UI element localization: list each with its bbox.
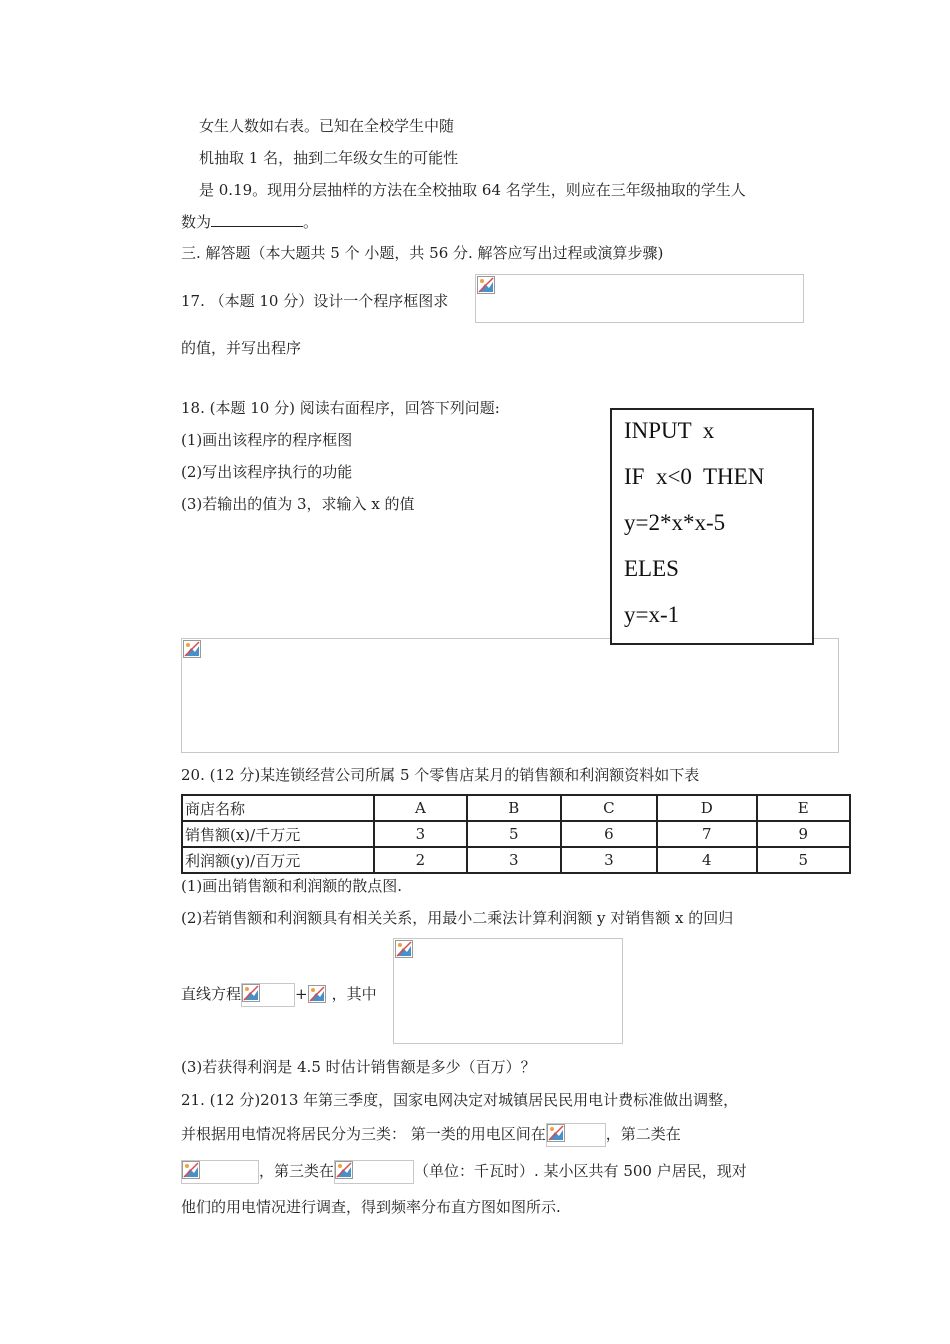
broken-image-icon bbox=[547, 1124, 565, 1142]
program-code-box bbox=[610, 408, 814, 645]
table-header-row bbox=[182, 795, 850, 821]
broken-image-icon bbox=[395, 940, 413, 958]
table-cell: 7 bbox=[657, 821, 756, 847]
q21-line-3 bbox=[181, 1158, 747, 1184]
q20-item-3: (3)若获得利润是 4.5 时估计销售额是多少（百万）？ bbox=[181, 1058, 536, 1076]
broken-image-icon bbox=[477, 276, 495, 294]
q20-item-1: (1)画出销售额和利润额的散点图. bbox=[181, 877, 403, 895]
q21-line-2-prefix: 并根据用电情况将居民分为三类： 第一类的用电区间在 bbox=[181, 1125, 546, 1143]
q21-line-3-middle: ，第三类在 bbox=[259, 1162, 335, 1180]
q16-line-3: 是 0.19。现用分层抽样的方法在全校抽取 64 名学生，则应在三年级抽取的学生人 bbox=[199, 181, 746, 199]
table-cell: 6 bbox=[561, 821, 657, 847]
code-line: y=2*x*x-5 bbox=[624, 510, 726, 535]
code-line: INPUT x bbox=[624, 418, 715, 443]
formula-image-placeholder bbox=[393, 938, 623, 1044]
q20-item-2b-prefix: 直线方程 bbox=[181, 985, 242, 1003]
q17-line-2: 的值，并写出程序 bbox=[181, 339, 302, 357]
question-image-placeholder bbox=[181, 638, 839, 753]
broken-image-icon bbox=[335, 1161, 353, 1179]
q18-item-1: (1)画出该程序的程序框图 bbox=[181, 431, 353, 449]
formula-image-placeholder bbox=[241, 983, 295, 1007]
q16-line-4-suffix: 。 bbox=[303, 213, 319, 231]
table-cell: B bbox=[467, 795, 561, 821]
formula-image-placeholder bbox=[308, 985, 326, 1005]
table-cell: 利润额(y)/百万元 bbox=[182, 847, 374, 873]
q21-line-2-suffix: ，第二类在 bbox=[605, 1125, 681, 1143]
broken-image-icon bbox=[182, 1161, 200, 1179]
table-cell: 3 bbox=[374, 821, 467, 847]
table-cell: 3 bbox=[467, 847, 561, 873]
code-line: ELES bbox=[624, 556, 679, 581]
formula-image-placeholder bbox=[546, 1123, 606, 1147]
table-cell: D bbox=[657, 795, 756, 821]
answer-blank bbox=[211, 212, 303, 227]
q20-item-2: (2)若销售额和利润额具有相关关系，用最小二乘法计算利润额 y 对销售额 x 的回归 bbox=[181, 909, 734, 927]
q16-line-1: 女生人数如右表。已知在全校学生中随 bbox=[199, 117, 455, 135]
q21-line-2 bbox=[181, 1121, 681, 1147]
table-cell: A bbox=[374, 795, 467, 821]
table-cell: 商店名称 bbox=[182, 795, 374, 821]
formula-image-placeholder bbox=[334, 1160, 414, 1184]
q21-line-1: 21. (12 分)2013 年第三季度，国家电网决定对城镇居民民用电计费标准做出调整， bbox=[181, 1091, 739, 1109]
table-cell: C bbox=[561, 795, 657, 821]
code-line: y=x-1 bbox=[624, 602, 680, 627]
table-cell: 5 bbox=[757, 847, 851, 873]
q20-item-2b-suffix: ，其中 bbox=[331, 985, 377, 1003]
q20-line-1: 20. (12 分)某连锁经营公司所属 5 个零售店某月的销售额和利润额资料如下表 bbox=[181, 766, 700, 784]
q18-line-1: 18. (本题 10 分) 阅读右面程序，回答下列问题: bbox=[181, 399, 500, 417]
q16-line-4-prefix: 数为 bbox=[181, 213, 212, 231]
table-cell: 9 bbox=[757, 821, 851, 847]
code-line: IF x<0 THEN bbox=[624, 464, 765, 489]
q16-line-2: 机抽取 1 名，抽到二年级女生的可能性 bbox=[199, 149, 459, 167]
table-row bbox=[182, 847, 850, 873]
broken-image-icon bbox=[308, 985, 326, 1003]
table-cell: 3 bbox=[561, 847, 657, 873]
plus-sign: + bbox=[295, 985, 308, 1003]
q17-line-1: 17. （本题 10 分）设计一个程序框图求 bbox=[181, 292, 449, 310]
broken-image-icon bbox=[183, 640, 201, 658]
q21-line-4: 他们的用电情况进行调查，得到频率分布直方图如图所示. bbox=[181, 1198, 561, 1216]
q20-item-2b bbox=[181, 981, 377, 1007]
formula-image-placeholder bbox=[475, 274, 804, 323]
table-cell: 5 bbox=[467, 821, 561, 847]
q16-line-4 bbox=[181, 212, 318, 232]
table-cell: 销售额(x)/千万元 bbox=[182, 821, 374, 847]
table-cell: E bbox=[757, 795, 851, 821]
broken-image-icon bbox=[242, 984, 260, 1002]
table-cell: 4 bbox=[657, 847, 756, 873]
sales-profit-table bbox=[181, 794, 851, 874]
q21-line-3-suffix: （单位：千瓦时）. 某小区共有 500 户居民，现对 bbox=[414, 1162, 747, 1180]
formula-image-placeholder bbox=[181, 1160, 259, 1184]
q18-item-2: (2)写出该程序执行的功能 bbox=[181, 463, 353, 481]
table-row bbox=[182, 821, 850, 847]
section-3-heading: 三. 解答题（本大题共 5 个 小题，共 56 分. 解答应写出过程或演算步骤) bbox=[181, 244, 664, 262]
q18-item-3: (3)若输出的值为 3，求输入 x 的值 bbox=[181, 495, 415, 513]
table-cell: 2 bbox=[374, 847, 467, 873]
